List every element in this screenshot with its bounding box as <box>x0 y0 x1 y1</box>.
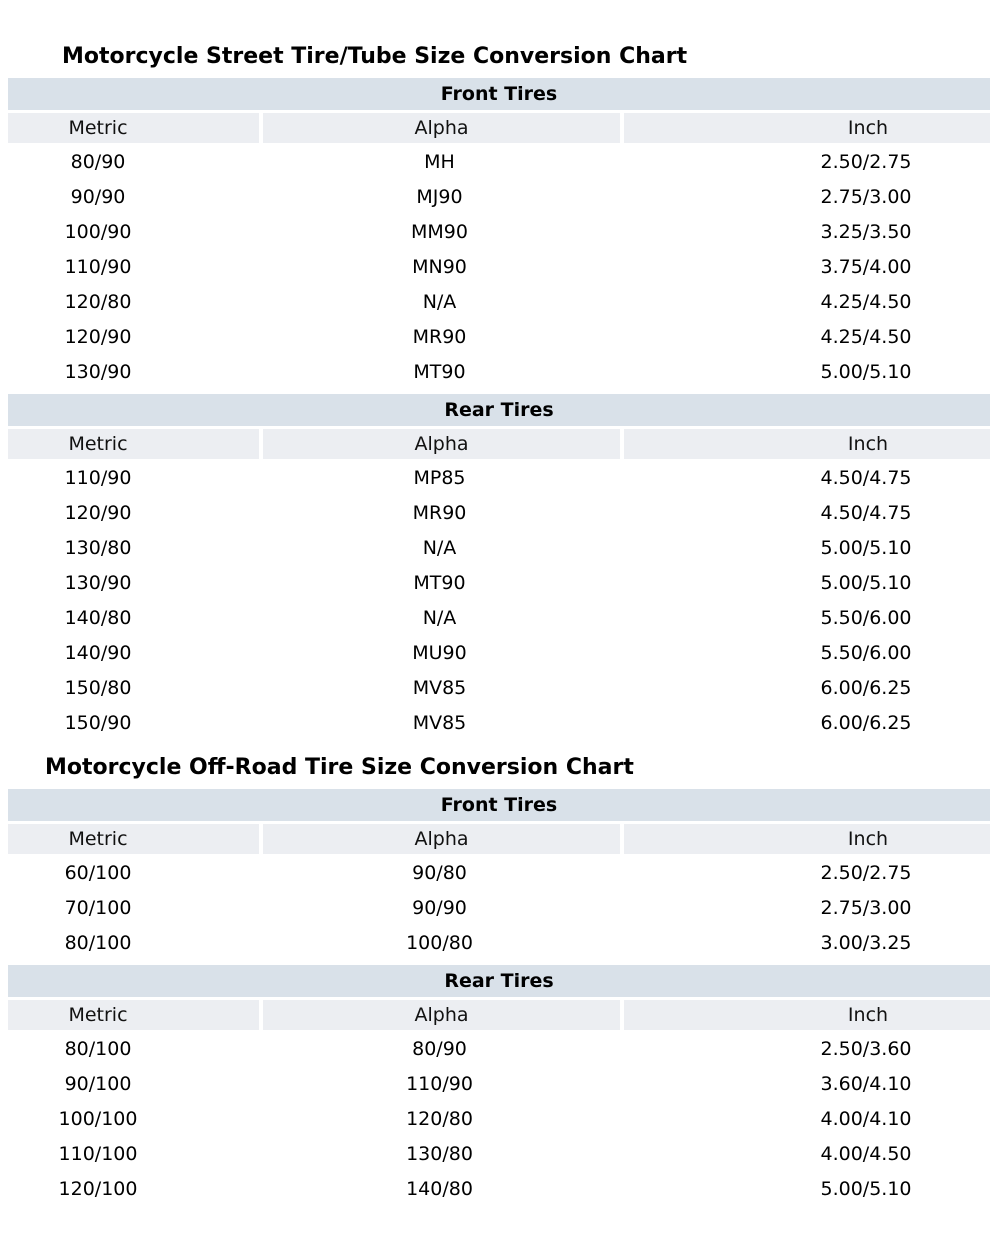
cell-inch: 5.00/5.10 <box>620 531 990 566</box>
cell-inch: 3.60/4.10 <box>620 1067 990 1102</box>
cell-inch: 5.00/5.10 <box>620 566 990 601</box>
table-row <box>8 215 990 250</box>
offroad-table <box>8 789 990 1207</box>
column-header-alpha: Alpha <box>259 113 620 143</box>
front-tires-section <box>8 78 990 390</box>
column-header-metric: Metric <box>8 429 259 459</box>
cell-metric: 90/100 <box>8 1067 259 1102</box>
table-row <box>8 671 990 706</box>
cell-inch: 6.00/6.25 <box>620 706 990 741</box>
column-header-inch: Inch <box>620 824 990 854</box>
table-row <box>8 180 990 215</box>
cell-alpha: 120/80 <box>259 1102 620 1137</box>
cell-metric: 90/90 <box>8 180 259 215</box>
front-tires-section <box>8 789 990 961</box>
cell-alpha: MT90 <box>259 355 620 390</box>
table-row <box>8 496 990 531</box>
table-row <box>8 461 990 496</box>
column-header-alpha: Alpha <box>259 824 620 854</box>
offroad-conversion-chart <box>0 755 1000 1207</box>
cell-metric: 100/90 <box>8 215 259 250</box>
cell-inch: 5.00/5.10 <box>620 355 990 390</box>
cell-metric: 80/100 <box>8 926 259 961</box>
offroad-chart-title: Motorcycle Off-Road Tire Size Conversion Chart <box>45 755 634 780</box>
column-header-row <box>8 1000 990 1030</box>
cell-metric: 80/90 <box>8 145 259 180</box>
cell-metric: 100/100 <box>8 1102 259 1137</box>
cell-alpha: 110/90 <box>259 1067 620 1102</box>
cell-alpha: N/A <box>259 531 620 566</box>
cell-alpha: MR90 <box>259 320 620 355</box>
cell-alpha: MV85 <box>259 671 620 706</box>
cell-metric: 130/90 <box>8 355 259 390</box>
cell-metric: 140/80 <box>8 601 259 636</box>
section-header-front-tires: Front Tires <box>8 78 990 110</box>
table-row <box>8 1172 990 1207</box>
table-row <box>8 601 990 636</box>
table-row <box>8 566 990 601</box>
table-row <box>8 250 990 285</box>
street-table <box>8 78 990 741</box>
column-header-alpha: Alpha <box>259 429 620 459</box>
cell-metric: 150/90 <box>8 706 259 741</box>
cell-alpha: 90/90 <box>259 891 620 926</box>
table-row <box>8 320 990 355</box>
table-row <box>8 145 990 180</box>
cell-inch: 3.25/3.50 <box>620 215 990 250</box>
cell-inch: 4.50/4.75 <box>620 496 990 531</box>
street-conversion-chart <box>0 44 1000 741</box>
column-header-inch: Inch <box>620 1000 990 1030</box>
table-row <box>8 285 990 320</box>
cell-inch: 5.00/5.10 <box>620 1172 990 1207</box>
table-row <box>8 1102 990 1137</box>
cell-alpha: MU90 <box>259 636 620 671</box>
cell-alpha: MR90 <box>259 496 620 531</box>
cell-metric: 80/100 <box>8 1032 259 1067</box>
cell-inch: 4.25/4.50 <box>620 320 990 355</box>
cell-inch: 4.50/4.75 <box>620 461 990 496</box>
cell-inch: 2.50/2.75 <box>620 856 990 891</box>
table-row <box>8 926 990 961</box>
cell-inch: 4.00/4.50 <box>620 1137 990 1172</box>
rear-tires-section <box>8 394 990 741</box>
column-header-metric: Metric <box>8 1000 259 1030</box>
cell-metric: 120/100 <box>8 1172 259 1207</box>
section-header-front-tires: Front Tires <box>8 789 990 821</box>
street-chart-title: Motorcycle Street Tire/Tube Size Conversion Chart <box>62 44 688 69</box>
cell-metric: 110/90 <box>8 250 259 285</box>
table-row <box>8 891 990 926</box>
cell-inch: 2.75/3.00 <box>620 891 990 926</box>
cell-inch: 3.00/3.25 <box>620 926 990 961</box>
cell-metric: 140/90 <box>8 636 259 671</box>
cell-alpha: MH <box>259 145 620 180</box>
cell-inch: 5.50/6.00 <box>620 601 990 636</box>
cell-inch: 4.00/4.10 <box>620 1102 990 1137</box>
cell-alpha: N/A <box>259 285 620 320</box>
cell-alpha: 130/80 <box>259 1137 620 1172</box>
cell-alpha: N/A <box>259 601 620 636</box>
column-header-row <box>8 113 990 143</box>
cell-inch: 6.00/6.25 <box>620 671 990 706</box>
table-row <box>8 1137 990 1172</box>
table-row <box>8 1067 990 1102</box>
cell-inch: 5.50/6.00 <box>620 636 990 671</box>
cell-alpha: MJ90 <box>259 180 620 215</box>
table-row <box>8 355 990 390</box>
rear-tires-section <box>8 965 990 1207</box>
cell-inch: 2.50/2.75 <box>620 145 990 180</box>
cell-metric: 60/100 <box>8 856 259 891</box>
cell-metric: 130/80 <box>8 531 259 566</box>
column-header-row <box>8 824 990 854</box>
column-header-alpha: Alpha <box>259 1000 620 1030</box>
table-row <box>8 1032 990 1067</box>
cell-metric: 150/80 <box>8 671 259 706</box>
column-header-metric: Metric <box>8 824 259 854</box>
column-header-metric: Metric <box>8 113 259 143</box>
cell-metric: 110/90 <box>8 461 259 496</box>
table-row <box>8 856 990 891</box>
table-row <box>8 531 990 566</box>
cell-alpha: MP85 <box>259 461 620 496</box>
table-row <box>8 636 990 671</box>
cell-metric: 120/90 <box>8 496 259 531</box>
cell-inch: 4.25/4.50 <box>620 285 990 320</box>
column-header-row <box>8 429 990 459</box>
cell-metric: 120/90 <box>8 320 259 355</box>
cell-inch: 2.75/3.00 <box>620 180 990 215</box>
cell-metric: 110/100 <box>8 1137 259 1172</box>
cell-alpha: MM90 <box>259 215 620 250</box>
section-header-rear-tires: Rear Tires <box>8 394 990 426</box>
cell-alpha: MN90 <box>259 250 620 285</box>
cell-alpha: 140/80 <box>259 1172 620 1207</box>
cell-alpha: 100/80 <box>259 926 620 961</box>
cell-metric: 120/80 <box>8 285 259 320</box>
cell-alpha: MV85 <box>259 706 620 741</box>
table-row <box>8 706 990 741</box>
cell-inch: 2.50/3.60 <box>620 1032 990 1067</box>
section-header-rear-tires: Rear Tires <box>8 965 990 997</box>
cell-metric: 70/100 <box>8 891 259 926</box>
cell-metric: 130/90 <box>8 566 259 601</box>
cell-alpha: 80/90 <box>259 1032 620 1067</box>
column-header-inch: Inch <box>620 113 990 143</box>
column-header-inch: Inch <box>620 429 990 459</box>
cell-inch: 3.75/4.00 <box>620 250 990 285</box>
cell-alpha: 90/80 <box>259 856 620 891</box>
cell-alpha: MT90 <box>259 566 620 601</box>
